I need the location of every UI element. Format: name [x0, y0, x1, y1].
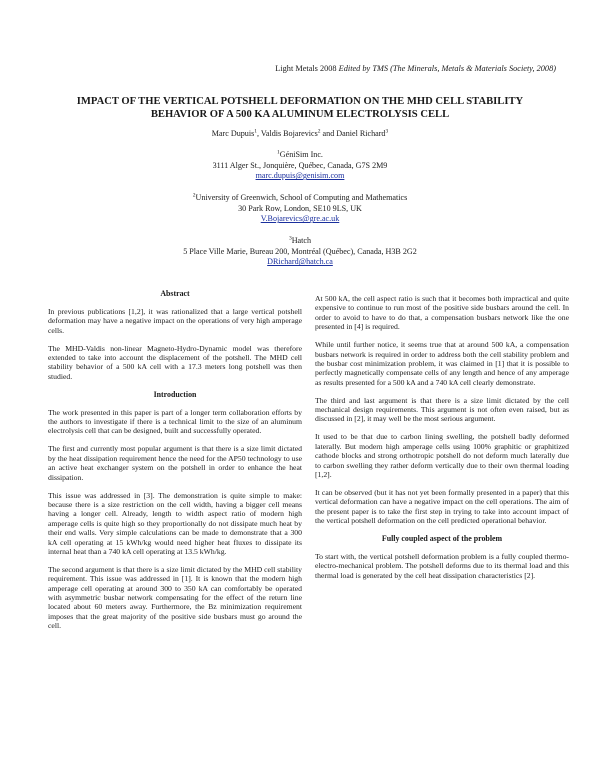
section-heading-coupled: Fully coupled aspect of the problem [381, 534, 503, 544]
affiliation-3-name: Hatch [291, 236, 312, 245]
affiliation-1-sup: 1 [277, 149, 280, 156]
affiliation-2 [40, 193, 560, 225]
author-3: Daniel Richard [336, 129, 386, 138]
author-sep-1: , [257, 129, 261, 138]
right-paragraph-4: It used to be that due to carbon lining swelling, the potshell badly deformed laterally. But modern high amperage cells using 100% graphitic or graphitized cathode blocks and strong orthotropic potshell do not deform much laterally due to carbon swelling they rather deform vertically due to their own thermal loading [1,2]. [315, 432, 569, 479]
paper-title [40, 96, 560, 121]
author-1: Marc Dupuis [211, 129, 255, 138]
affiliation-1-email-link[interactable]: marc.dupuis@genisim.com [255, 171, 345, 181]
affiliation-3-email-link[interactable]: DRichard@hatch.ca [267, 257, 333, 267]
right-paragraph-6: To start with, the vertical potshell deformation problem is a fully coupled thermo-electro-mechanical problem. The potshell deforms due to its thermal load and this thermal load is generated by the cell heat dissipation characteristics [2]. [315, 551, 569, 580]
affiliation-2-name: University of Greenwich, School of Computing and Mathematics [195, 193, 408, 202]
affiliation-2-address: 30 Park Row, London, SE10 9LS, UK [238, 203, 362, 213]
affiliation-3 [40, 236, 560, 268]
abstract-paragraph-2: The MHD-Valdis non-linear Magneto-Hydro-Dynamic model was therefore extended to take into account the displacement of the potshell. The MHD cell stability behavior of a 500 kA cell with a 17.3 meters long potshell was then studied. [48, 343, 302, 381]
affiliation-3-sup: 3 [288, 235, 292, 242]
intro-paragraph-3: This issue was addressed in [3]. The demonstration is quite simple to make: because there is a size restriction on the cell width, having a bigger cell means having a longer cell. Already, length to width aspect ratio of modern high amperage cells is quite high so they proportionally do not dissipate much heat by their end walls. Very simple calculations can be made to demonstrate that a 300 kA cell operating at 15 kWh/kg would need higher heat fluxes to dissipate its internal heat than a 740 kA cell operating at 13.5 kWh/kg. [48, 490, 302, 556]
abstract-heading: Abstract [160, 289, 190, 298]
right-paragraph-2: While until further notice, it seems true that at around 500 kA, a compensation busbars network is required in order to address both the cell stability problem and the busbar cost minimization problem, it was claimed in [1] that it is possible to perfectly magnetically compensate cells of any length and hence of any amperage as results presented for a 500 kA and a 740 kA cell clearly demonstrate. [315, 340, 569, 387]
author-2: Valdis Bojarevics [260, 129, 318, 138]
author-2-sup: 2 [317, 128, 321, 135]
right-paragraph-3: The third and last argument is that there is a size limit dictated by the cell mechanical design requirements. This argument is not often even raised, but as discussed in [2], it may well be the most serious argument. [315, 395, 569, 424]
affiliation-1-name: GéniSim Inc. [279, 150, 323, 159]
right-paragraph-1: At 500 kA, the cell aspect ratio is such that it becomes both impractical and quite expensive to continue to run most of the positive side busbars around the cell. In order to avoid to have to do that, a compensation busbars network like the one presented in [4] is required. [315, 294, 569, 332]
right-paragraph-5: It can be observed (but it has not yet been formally presented in a paper) that this vertical deformation can have a negative impact on the cell operations. The aim of the present paper is to take the first step in trying to take into account impact of the vertical potshell deformation on the cell predicted operational behavior. [315, 487, 569, 526]
abstract-paragraph-1: In previous publications [1,2], it was rationalized that a large vertical potshell deformation may have a negative impact on the operations of very high amperage cells. [48, 306, 302, 335]
header-publisher: TMS (The Minerals, Metals & Materials Society, 2008) [372, 64, 556, 73]
left-column [48, 285, 302, 639]
intro-paragraph-4: The second argument is that there is a size limit dictated by the MHD cell stability requirement. This issue was addressed in [1]. It is known that the modern high amperage cell operating at around 300 to 350 kA can comfortably be operated with asymmetric busbar network compensating for the effect of the return line located about 60 meters away. Furthermore, the Bz minimization requirement imposes that the great majority of the positive side busbars must go around the cell. [48, 564, 302, 631]
affiliation-1-address: 3111 Alger St., Jonquière, Québec, Canada, G7S 2M9 [212, 160, 388, 170]
intro-paragraph-2: The first and currently most popular argument is that there is a size limit dictated by the heat dissipation requirement hence the need for the AP50 technology to use an active heat exchanger system on the potshell in order to enhance the heat dissipation. [48, 444, 302, 482]
author-list [40, 129, 560, 140]
introduction-heading: Introduction [153, 389, 197, 399]
affiliation-2-sup: 2 [192, 192, 196, 199]
header-prefix: Light Metals 2008 [275, 64, 337, 73]
affiliation-3-address: 5 Place Ville Marie, Bureau 200, Montréal (Québec), Canada, H3B 2G2 [183, 246, 417, 256]
affiliation-2-email-link[interactable]: V.Bojarevics@gre.ac.uk [260, 214, 340, 224]
intro-paragraph-1: The work presented in this paper is part of a longer term collaboration efforts by the authors to investigate if there is a technical limit to the size of an aluminum electrolysis cell that can be designed, built and successfully operated. [48, 407, 302, 436]
right-column [315, 294, 569, 589]
author-1-sup: 1 [254, 128, 257, 135]
author-sep-2: and [320, 129, 337, 138]
header-edited-by: Edited by [338, 64, 371, 73]
title-line-2: BEHAVIOR OF A 500 KA ALUMINUM ELECTROLYSIS CELL [150, 108, 450, 120]
author-3-sup: 3 [385, 128, 389, 135]
title-line-1: IMPACT OF THE VERTICAL POTSHELL DEFORMATION ON THE MHD CELL STABILITY [76, 96, 524, 107]
running-header [275, 64, 556, 73]
affiliation-1 [40, 150, 560, 182]
